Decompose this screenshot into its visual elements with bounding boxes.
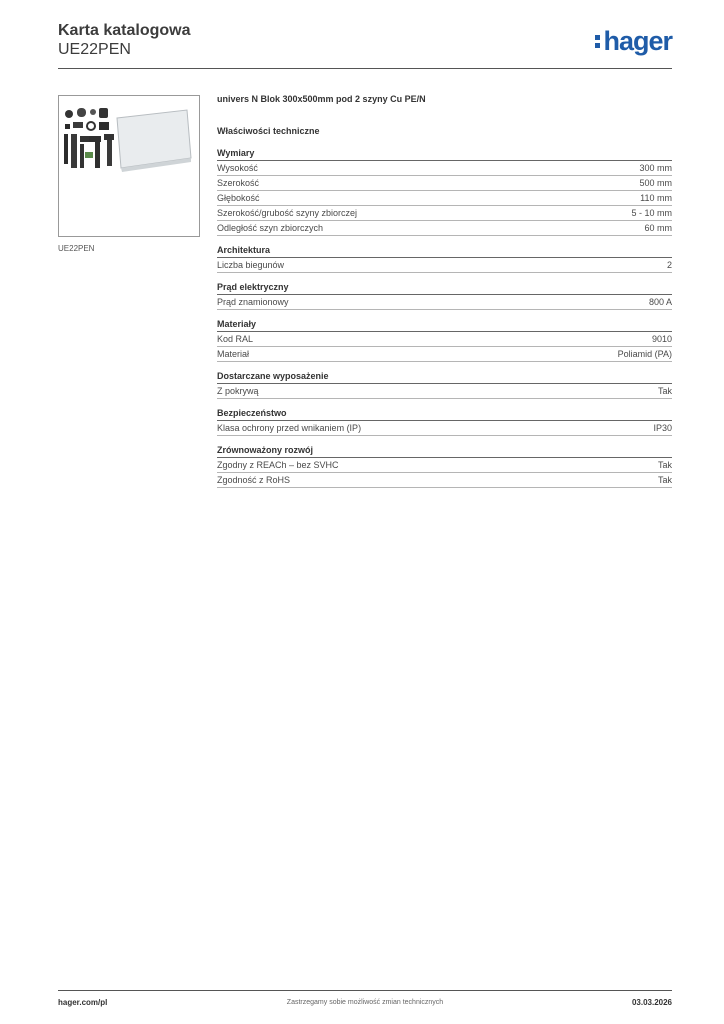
spec-label: Liczba biegunów bbox=[217, 260, 285, 270]
spec-row bbox=[217, 473, 672, 488]
logo-dots-icon bbox=[595, 34, 600, 50]
spec-value: IP30 bbox=[653, 423, 672, 433]
header-divider bbox=[58, 68, 672, 69]
product-specs bbox=[217, 93, 672, 496]
spec-label: Szerokość/grubość szyny zbiorczej bbox=[217, 208, 358, 218]
spec-value: Tak bbox=[657, 386, 672, 396]
spec-row bbox=[217, 384, 672, 399]
spec-label: Odległość szyn zbiorczych bbox=[217, 223, 324, 233]
spec-value: Poliamid (PA) bbox=[617, 349, 672, 359]
section-title: Architektura bbox=[217, 244, 672, 258]
spec-row bbox=[217, 347, 672, 362]
spec-label: Klasa ochrony przed wnikaniem (IP) bbox=[217, 423, 362, 433]
section-dimensions bbox=[217, 147, 672, 236]
spec-row bbox=[217, 221, 672, 236]
product-image bbox=[58, 95, 200, 237]
section-materials bbox=[217, 318, 672, 362]
spec-value: 300 mm bbox=[639, 163, 672, 173]
spec-label: Z pokrywą bbox=[217, 386, 259, 396]
spec-row bbox=[217, 206, 672, 221]
spec-label: Zgodność z RoHS bbox=[217, 475, 291, 485]
section-title: Prąd elektryczny bbox=[217, 281, 672, 295]
spec-label: Zgodny z REACh – bez SVHC bbox=[217, 460, 339, 470]
spec-value: 110 mm bbox=[640, 193, 672, 203]
spec-value: 500 mm bbox=[639, 178, 672, 188]
page-title: Karta katalogowa bbox=[58, 22, 191, 39]
hager-logo[interactable] bbox=[595, 28, 672, 55]
section-electrical bbox=[217, 281, 672, 310]
spec-row bbox=[217, 421, 672, 436]
spec-value: 2 bbox=[666, 260, 672, 270]
spec-label: Szerokość bbox=[217, 178, 260, 188]
footer-divider bbox=[58, 990, 672, 991]
page-header bbox=[58, 22, 672, 68]
section-title: Bezpieczeństwo bbox=[217, 407, 672, 421]
section-title: Materiały bbox=[217, 318, 672, 332]
properties-title: Właściwości techniczne bbox=[217, 126, 320, 136]
spec-value: Tak bbox=[657, 460, 672, 470]
spec-value: 800 A bbox=[648, 297, 672, 307]
section-safety bbox=[217, 407, 672, 436]
spec-row bbox=[217, 295, 672, 310]
spec-row bbox=[217, 332, 672, 347]
spec-row bbox=[217, 176, 672, 191]
footer-disclaimer: Zastrzegamy sobie możliwość zmian technicznych bbox=[286, 999, 444, 1006]
image-caption: UE22PEN bbox=[58, 244, 95, 253]
section-sustainability bbox=[217, 444, 672, 488]
spec-label: Prąd znamionowy bbox=[217, 297, 289, 307]
section-title: Dostarczane wyposażenie bbox=[217, 370, 672, 384]
spec-value: Tak bbox=[657, 475, 672, 485]
product-photo-icon bbox=[59, 96, 199, 236]
product-name: univers N Blok 300x500mm pod 2 szyny Cu PE/N bbox=[217, 94, 426, 104]
spec-label: Głębokość bbox=[217, 193, 260, 203]
spec-row bbox=[217, 161, 672, 176]
spec-value: 9010 bbox=[651, 334, 672, 344]
section-equipment bbox=[217, 370, 672, 399]
logo-text: hager bbox=[603, 26, 672, 56]
footer-website-link[interactable]: hager.com/pl bbox=[58, 998, 108, 1007]
spec-label: Kod RAL bbox=[217, 334, 254, 344]
section-title: Zrównoważony rozwój bbox=[217, 444, 672, 458]
section-architecture bbox=[217, 244, 672, 273]
spec-row bbox=[217, 458, 672, 473]
spec-value: 5 - 10 mm bbox=[631, 208, 672, 218]
spec-row bbox=[217, 191, 672, 206]
spec-row bbox=[217, 258, 672, 273]
spec-label: Materiał bbox=[217, 349, 250, 359]
footer-date: 03.03.2026 bbox=[631, 998, 672, 1007]
section-title: Wymiary bbox=[217, 147, 672, 161]
spec-label: Wysokość bbox=[217, 163, 258, 173]
product-code: UE22PEN bbox=[58, 41, 131, 58]
spec-value: 60 mm bbox=[644, 223, 672, 233]
